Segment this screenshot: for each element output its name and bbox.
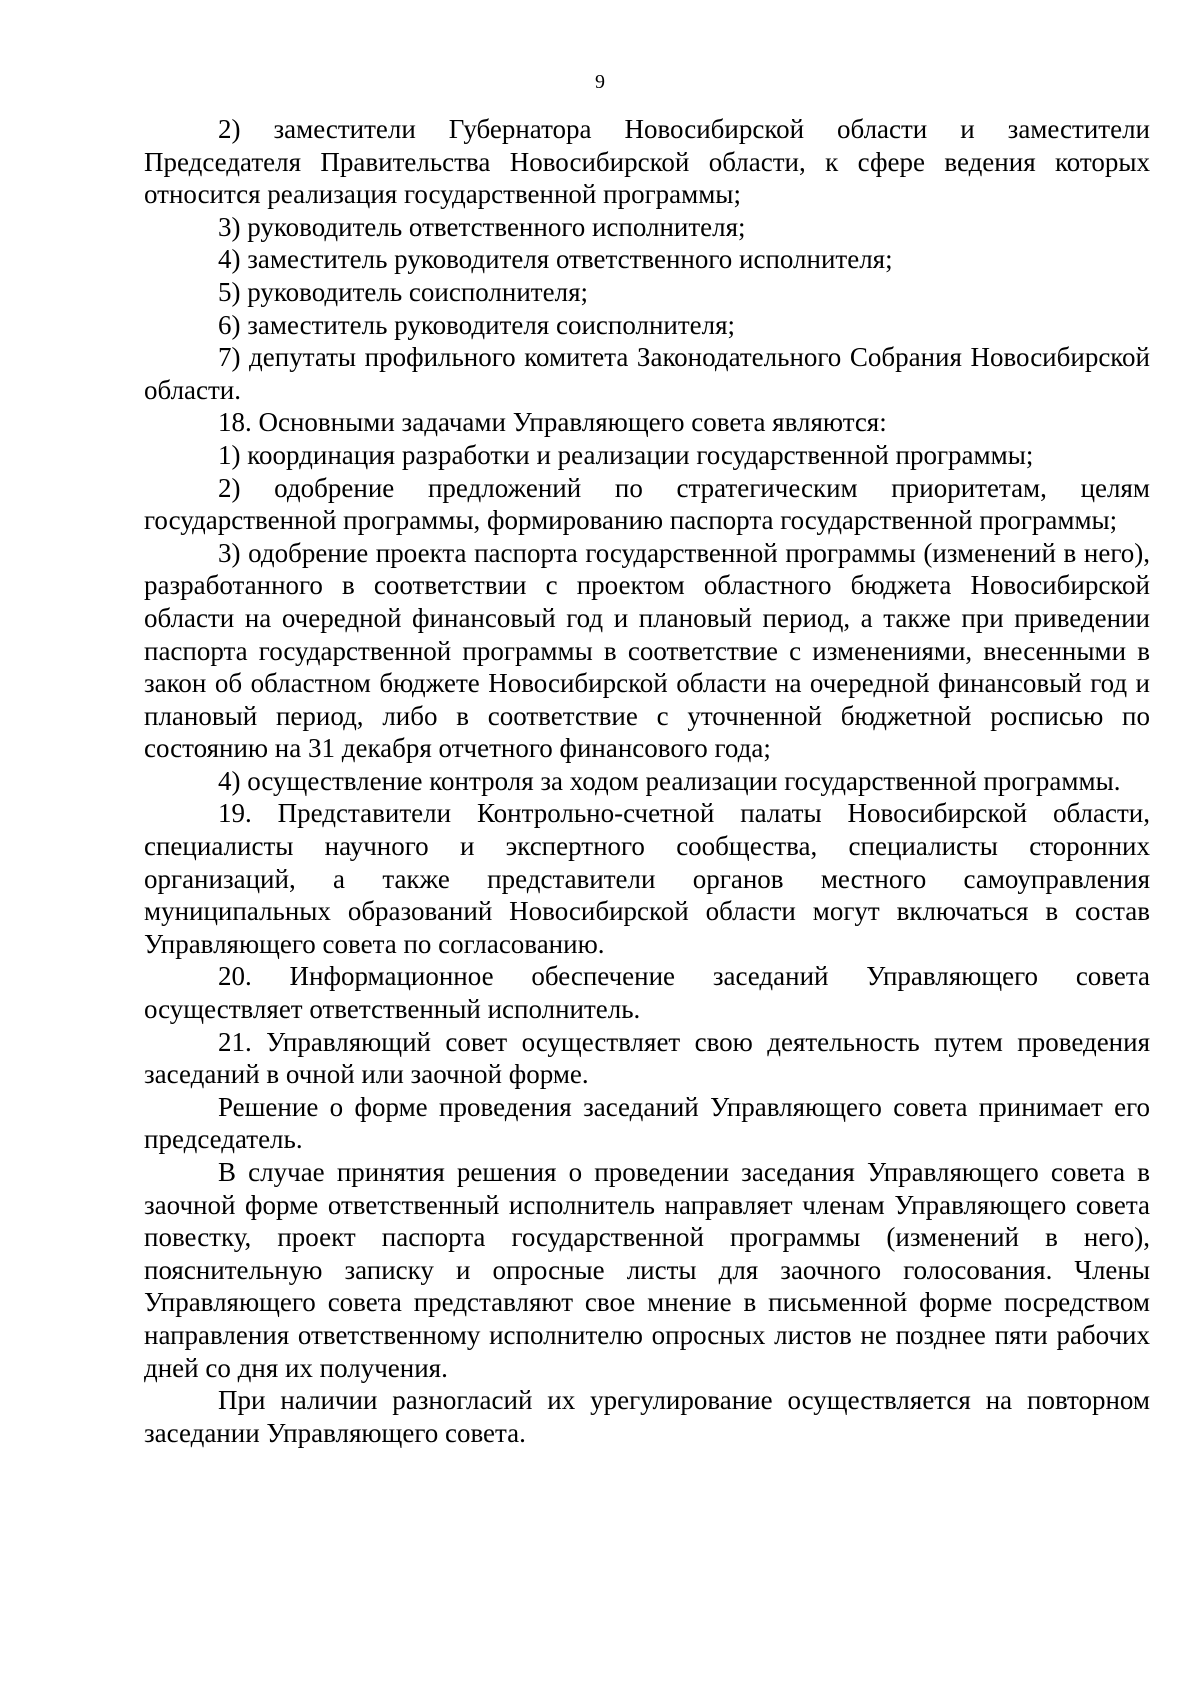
- paragraph-section-19: 19. Представители Контрольно-счетной палаты Новосибирской области, специалисты научного и экспертного сообщества, специалисты сторонних организаций, а также представители органов местного самоуправления муниципальных образований Новосибирской области могут включаться в состав Управляющего совета по согласованию.: [144, 798, 1150, 959]
- paragraph-item-7-deputies: 7) депутаты профильного комитета Законодательного Собрания Новосибирской области.: [144, 342, 1150, 405]
- paragraph-item-6-deputy-head-co-executor: 6) заместитель руководителя соисполнителя;: [218, 309, 736, 340]
- paragraph-task-4: 4) осуществление контроля за ходом реализации государственной программы.: [218, 765, 1121, 796]
- paragraph-item-5-head-co-executor: 5) руководитель соисполнителя;: [218, 276, 588, 307]
- paragraph-task-3: 3) одобрение проекта паспорта государственной программы (изменений в него), разработанного в соответствии с проектом областного бюджета Новосибирской области на очередной финансовый год и плановый период, а также при приведении паспорта государственной программы в соответствие с изменениями, внесенными в закон об областном бюджете Новосибирской области на очередной финансовый год и плановый период, либо в соответствие с уточненной бюджетной росписью по состоянию на 31 декабря отчетного финансового года;: [144, 537, 1150, 764]
- paragraph-form-decision: Решение о форме проведения заседаний Управляющего совета принимает его председатель.: [144, 1091, 1150, 1155]
- paragraph-task-1: 1) координация разработки и реализации государственной программы;: [218, 439, 1034, 470]
- paragraph-section-21: 21. Управляющий совет осуществляет свою деятельность путем проведения заседаний в очной или заочной форме.: [144, 1026, 1150, 1090]
- paragraph-disagreements: При наличии разногласий их урегулирование осуществляется на повторном заседании Управляющего совета.: [144, 1385, 1150, 1448]
- paragraph-item-2-deputy-governors: 2) заместители Губернатора Новосибирской области и заместители Председателя Правительства Новосибирской области, к сфере ведения которых относится реализация государственной программы;: [144, 114, 1150, 210]
- paragraph-task-2: 2) одобрение предложений по стратегическим приоритетам, целям государственной программы, формированию паспорта государственной программы;: [144, 472, 1150, 536]
- paragraph-item-4-deputy-head-responsible-executor: 4) заместитель руководителя ответственного исполнителя;: [218, 244, 893, 275]
- paragraph-item-3-head-responsible-executor: 3) руководитель ответственного исполнителя;: [218, 211, 746, 242]
- paragraph-absentee-procedure: В случае принятия решения о проведении заседания Управляющего совета в заочной форме ответственный исполнитель направляет членам Управляющего совета повестку, проект паспорта государственной программы (изменений в него), пояснительную записку и опросные листы для заочного голосования. Члены Управляющего совета представляют свое мнение в письменной форме посредством направления ответственному исполнителю опросных листов не позднее пяти рабочих дней со дня их получения.: [144, 1157, 1150, 1383]
- page-number: 9: [595, 71, 605, 93]
- paragraph-section-20: 20. Информационное обеспечение заседаний Управляющего совета осуществляет ответственный исполнитель.: [144, 961, 1150, 1025]
- document-body: [144, 113, 1150, 1449]
- paragraph-section-18: 18. Основными задачами Управляющего совета являются:: [218, 407, 887, 438]
